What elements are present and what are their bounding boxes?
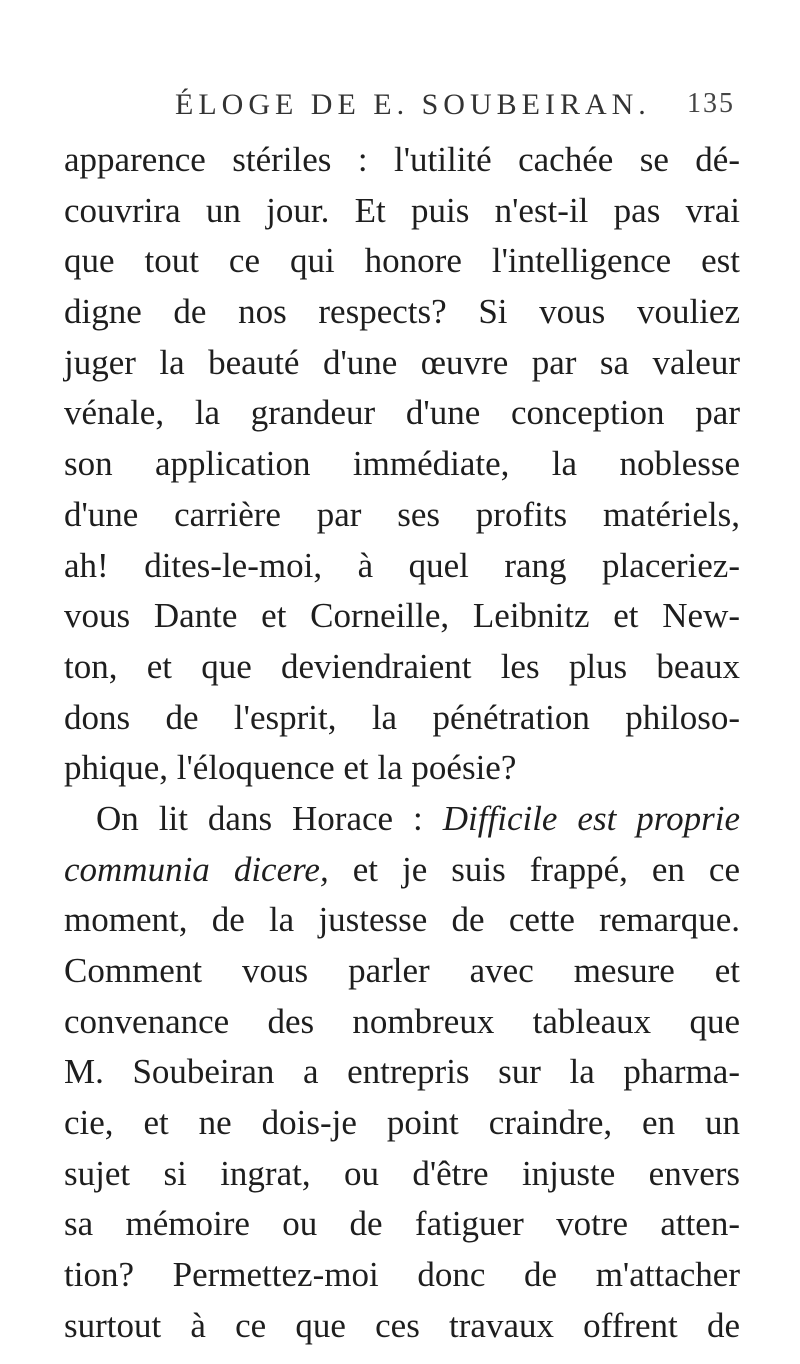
quote-continuation <box>64 845 740 896</box>
text-line: M. Soubeiran a entrepris sur la pharma- <box>64 1052 740 1092</box>
page-number: 135 <box>687 88 735 119</box>
latin-quote: Difficile est proprie <box>442 798 740 838</box>
text-line: que tout ce qui honore l'intelligence est <box>64 241 740 281</box>
text-line: ton, et que deviendraient les plus beaux <box>64 646 740 686</box>
quote-after: et je suis frappé, en ce <box>328 849 741 889</box>
text-line: surtout à ce que ces travaux offrent de <box>64 1305 740 1345</box>
text-line: tion? Permettez-moi donc de m'attacher <box>64 1255 740 1295</box>
text-line: convenance des nombreux tableaux que <box>64 1001 740 1041</box>
text-line: sujet si ingrat, ou d'être injuste envers <box>64 1153 740 1193</box>
text-line: sa mémoire ou de fatiguer votre atten- <box>64 1204 740 1244</box>
text-line: cie, et ne dois-je point craindre, en un <box>64 1103 740 1143</box>
body-text <box>64 135 740 1352</box>
running-title: ÉLOGE DE E. SOUBEIRAN. <box>175 88 651 121</box>
running-head <box>175 88 735 128</box>
text-line: vous Dante et Corneille, Leibnitz et New- <box>64 596 740 636</box>
latin-quote-end: communia dicere, <box>64 849 329 889</box>
text-line: vénale, la grandeur d'une conception par <box>64 393 740 433</box>
text-line: d'une carrière par ses profits matériels, <box>64 494 740 534</box>
text-line: phique, l'éloquence et la poésie? <box>64 748 517 788</box>
quote-line <box>64 794 740 845</box>
text-line: ah! dites-le-moi, à quel rang placeriez- <box>64 545 740 585</box>
text-line: digne de nos respects? Si vous vouliez <box>64 292 740 332</box>
text-line: Comment vous parler avec mesure et <box>64 951 740 990</box>
text-line: son application immédiate, la noblesse <box>64 444 740 484</box>
text-line: juger la beauté d'une œuvre par sa valeur <box>64 342 740 382</box>
quote-intro: On lit dans Horace : <box>96 798 443 838</box>
text-line: couvrira un jour. Et puis n'est-il pas vrai <box>64 190 740 230</box>
text-line: moment, de la justesse de cette remarque. <box>64 900 740 940</box>
text-line: dons de l'esprit, la pénétration philoso- <box>64 697 740 737</box>
text-line: apparence stériles : l'utilité cachée se dé- <box>64 140 740 179</box>
